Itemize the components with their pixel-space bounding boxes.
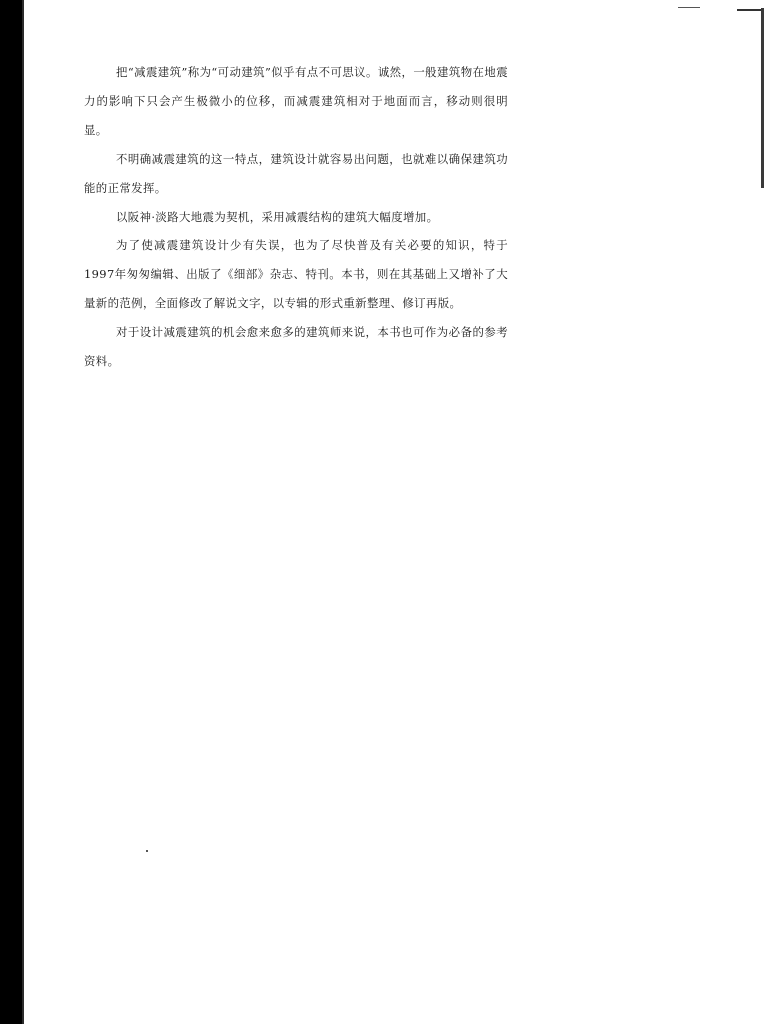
paragraph-5: 对于设计减震建筑的机会愈来愈多的建筑师来说，本书也可作为必备的参考资料。 (84, 325, 508, 369)
scan-mark-corner (737, 9, 761, 11)
scan-speck (146, 850, 148, 852)
paragraph-2: 不明确减震建筑的这一特点，建筑设计就容易出问题，也就难以确保建筑功能的正常发挥。 (84, 151, 508, 195)
paragraph-3: 以阪神·淡路大地震为契机，采用减震结构的建筑大幅度增加。 (116, 209, 439, 224)
body-text (84, 58, 508, 376)
paragraph-4: 为了使减震建筑设计少有失误，也为了尽快普及有关必要的知识，特于1997年匆匆编辑、出版了《细部》杂志、特刊。本书，则在其基础上又增补了大量新的范例，全面修改了解说文字，以专辑的形式重新整理、修订再版。 (84, 238, 508, 311)
paragraph-1: 把“减震建筑”称为“可动建筑”似乎有点不可思议。诚然，一般建筑物在地震力的影响下只会产生极微小的位移，而减震建筑相对于地面而言，移动则很明显。 (84, 65, 508, 137)
scan-mark-top (678, 7, 700, 8)
scan-edge-right (761, 8, 764, 188)
scan-edge-left (0, 0, 22, 1024)
scan-edge-shadow (22, 0, 24, 1024)
